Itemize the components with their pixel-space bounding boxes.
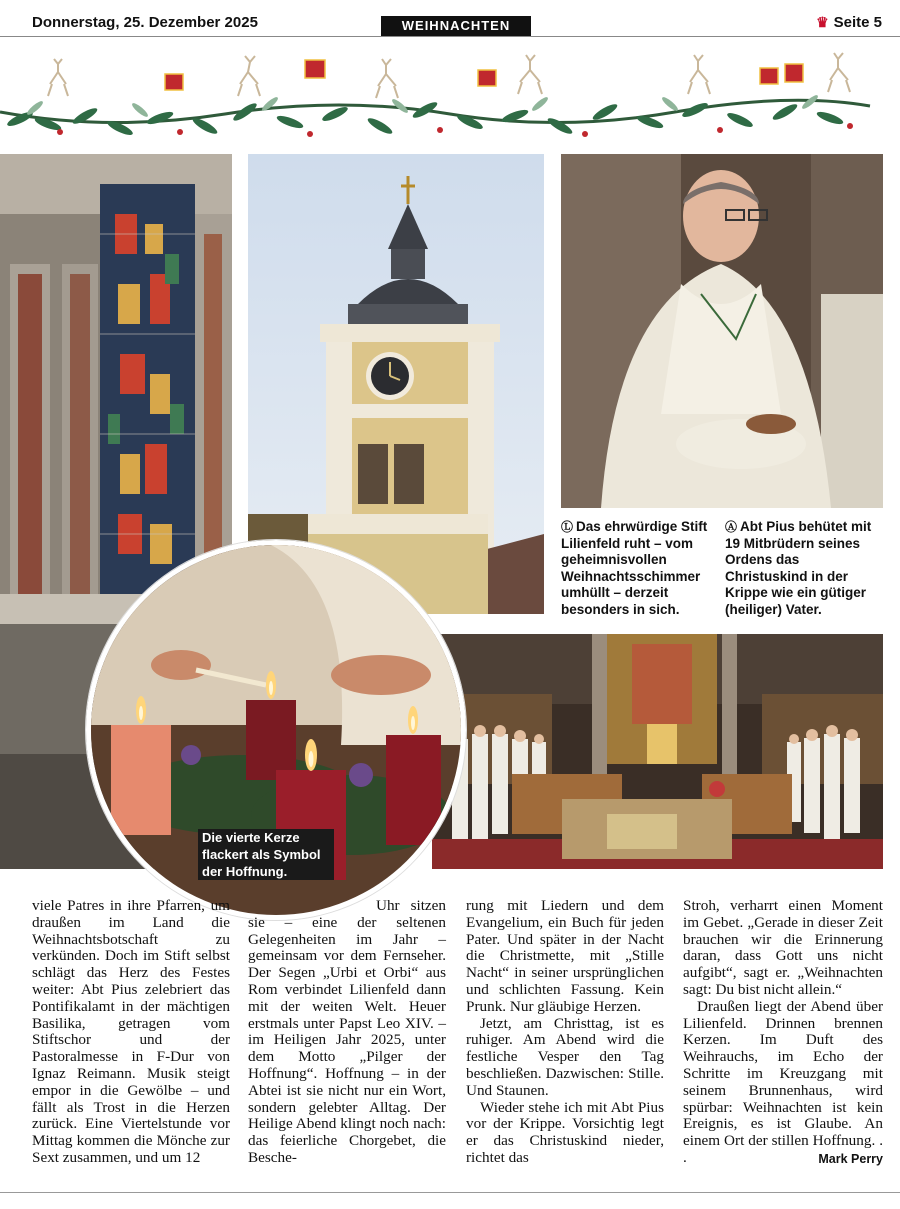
caption-tower: [561, 519, 717, 618]
article-paragraph: Wieder stehe ich mit Abt Pius vor der Krippe. Vorsichtig legt er das Christuskind nieder, richtet das: [466, 1098, 664, 1166]
author-byline: Mark Perry: [818, 1151, 883, 1166]
christmas-garland: [0, 44, 900, 144]
article-closing-text: Draußen liegt der Abend über Lilienfeld. Drinnen brennen Kerzen. Im Duft des Weihrauchs, im Echo der Schritte im Kreuzgang mit seinem Brunnenhaus, wird spürbar: Weihnachten ist kein Ereignis, es ist Glaube. An einem Ort der stillen Hoffnung. . .: [683, 997, 883, 1166]
caption-candle: Die vierte Kerze flackert als Symbol der Hoffnung.: [198, 829, 334, 880]
photo-abbot-pius: [561, 154, 883, 508]
caption-abbot-text: Abt Pius behütet mit 19 Mitbrüdern seines Ordens das Christuskind in der Krippe wie ein gütiger (heiliger) Vater.: [725, 519, 872, 617]
page-header: [0, 0, 900, 40]
caption-abbot: [725, 519, 881, 618]
header-rule: [0, 36, 900, 37]
page-label: Seite 5: [833, 14, 882, 31]
article-column-4: [683, 898, 883, 1168]
caption-tower-text: Das ehrwürdige Stift Lilienfeld ruht – vom geheimnisvollen Weihnachtsschimmer umhüllt – derzeit besonders in sich.: [561, 519, 708, 617]
article-paragraph: Uhr sitzen sie – eine der seltenen Gelegenheiten im Jahr – gemeinsam vor dem Fernseher. Der Segen „Urbi et Orbi“ aus Rom verbindet Lilienfeld dann mit der weiten Welt. Heuer erstmals unter Papst Leo XIV. – im Heiligen Jahr 2025, unter dem Motto „Pilger der Hoffnung“. Hoffnung – in der Abtei ist sie nicht nur ein Wort, sondern gelebter Alltag. Der Heilige Abend klingt noch nach: das feierliche Chorgebet, die Besche-: [248, 897, 446, 1166]
article-paragraph: Stroh, verharrt einen Moment im Gebet. „Gerade in dieser Zeit brauchen wir die Erinnerung daran, dass Gott uns nicht aufgibt“, sagt er. „Weihnachten sagt: Du bist nicht allein.“: [683, 897, 883, 998]
article-column-1: [32, 898, 230, 1167]
article-paragraph: viele Patres in ihre Pfarren, um draußen im Land die Weihnachtsbotschaft zu verkünden. Doch im Stift selbst schlägt das Herz des Festes weiter: Abt Pius zelebriert das Pontifikalamt in der mächtigen Basilika, getragen vom Stiftschor und der Pastoralmesse in F-Dur von Ignaz Reimann. Musik steigt empor in die Gewölbe – und fällt als Trost in die Herzen zurück. Eine Viertelstunde vor Mittag kommen die Mönche zur Sext zusammen, und um 12: [32, 897, 230, 1166]
issue-date: Donnerstag, 25. Dezember 2025: [32, 14, 258, 31]
article-paragraph: [683, 999, 883, 1167]
footer-rule: [0, 1192, 900, 1193]
photo-basilica-interior: [432, 634, 883, 869]
article-paragraph: rung mit Liedern und dem Evangelium, ein Buch für jeden Pater. Und später in der Nacht die Christmette, mit „Stille Nacht“ in seiner ursprünglichen und schlichten Fassung. Kein Prunk. Nur gläubige Herzen.: [466, 897, 664, 1015]
arrow-up-circle-icon: Ⓐ: [725, 520, 738, 534]
arrow-left-circle-icon: Ⓛ: [561, 520, 574, 534]
article-column-3: [466, 898, 664, 1167]
article-column-2: [248, 898, 446, 1167]
article-paragraph: Jetzt, am Christtag, ist es ruhiger. Am Abend wird die festliche Vesper den Tag beschließen. Dazwischen: Stille. Und Staunen.: [466, 1014, 664, 1099]
section-title: WEIHNACHTEN: [381, 16, 531, 36]
crown-icon: ♛: [816, 14, 829, 30]
page-number: [816, 14, 882, 31]
